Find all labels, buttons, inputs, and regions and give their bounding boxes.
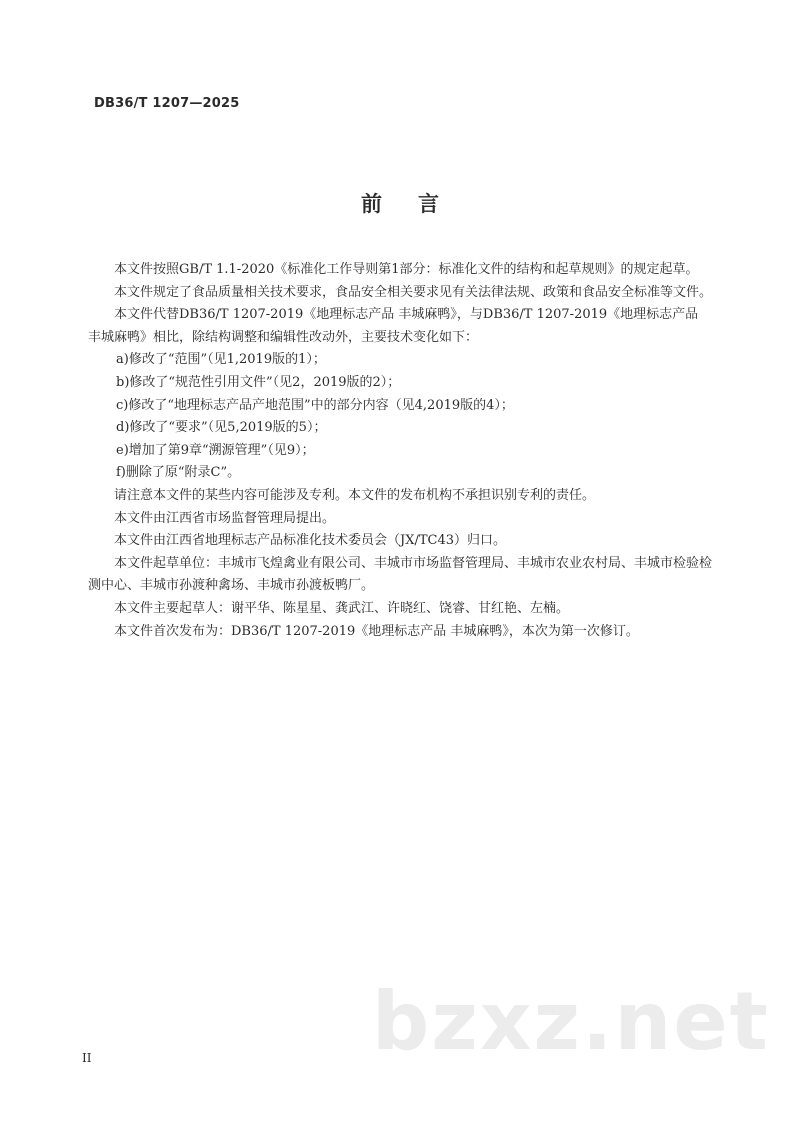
paragraph-patent-notice: 请注意本文件的某些内容可能涉及专利。本文件的发布机构不承担识别专利的责任。 [114,487,596,503]
paragraph-drafting-units: 本文件起草单位：丰城市飞煌禽业有限公司、丰城市市场监督管理局、丰城市农业农村局、丰城市检验检测中心、丰城市孙渡种禽场、丰城市孙渡板鸭厂。 [88,555,713,594]
change-item: d)修改了“要求”（见5,2019版的5）； [116,420,327,436]
paragraph-drafting-basis: 本文件按照GB/T 1.1-2020《标准化工作导则第1部分：标准化文件的结构和起草规则》的规定起草。 [114,262,699,277]
change-item: c)修改了“地理标志产品产地范围”中的部分内容（见4,2019版的4）； [116,397,514,413]
title-char-2: 言 [418,192,439,216]
paragraph-scope-note: 本文件规定了食品质量相关技术要求，食品安全相关要求见有关法律法规、政策和食品安全标准等文件。 [114,284,713,300]
paragraph-proposer: 本文件由江西省市场监督管理局提出。 [114,510,336,526]
paragraph-drafters: 本文件主要起草人：谢平华、陈星星、龚武江、许晓红、饶睿、甘红艳、左楠。 [114,600,570,616]
paragraph-committee: 本文件由江西省地理标志产品标准化技术委员会（JX/TC43）归口。 [114,533,507,549]
page-number: II [82,1051,92,1065]
change-item: b)修改了“规范性引用文件”（见2，2019版的2）； [116,374,401,390]
title-char-1: 前 [361,192,382,216]
watermark: bzxz.net [372,975,770,1068]
change-item: f)删除了原“附录C”。 [116,465,241,481]
paragraph-first-edition: 本文件首次发布为：DB36/T 1207-2019《地理标志产品 丰城麻鸭》，本次为第一次修订。 [114,623,639,639]
change-item: a)修改了“范围”（见1,2019版的1）； [116,352,326,368]
paragraph-replacement: 本文件代替DB36/T 1207-2019《地理标志产品 丰城麻鸭》，与DB36/T 1207-2019《地理标志产品 丰城麻鸭》相比，除结构调整和编辑性改动外，主要技术变化如下： [88,307,699,345]
document-code: DB36/T 1207—2025 [94,96,240,111]
foreword-body [88,259,714,643]
page-title [0,188,800,218]
change-item: e)增加了第9章“溯源管理”（见9）； [116,442,315,458]
